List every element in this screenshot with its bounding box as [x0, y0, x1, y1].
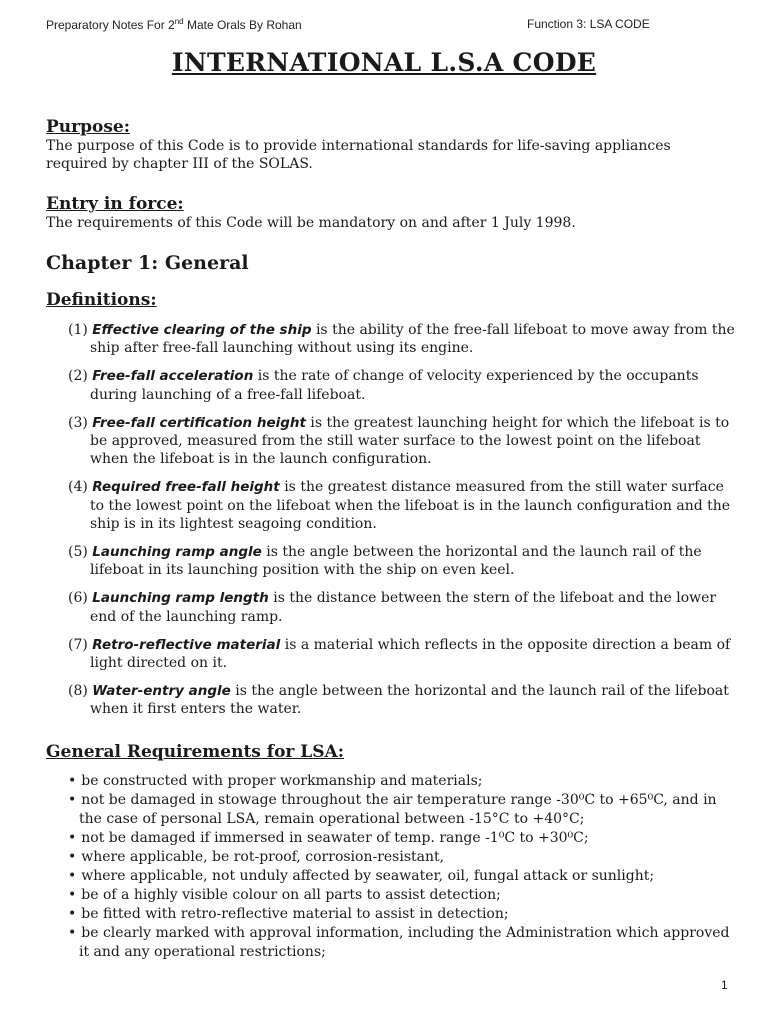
- definition-text: is the angle between the horizontal and the launch rail of the lifeboat in its launching position with the ship on even keel.: [90, 544, 702, 579]
- definition-term: Water-entry angle: [92, 683, 231, 700]
- requirement-item: • where applicable, be rot-proof, corrosion-resistant,: [68, 848, 736, 867]
- definition-term: Free-fall certification height: [92, 414, 306, 431]
- definition-number: (8): [68, 683, 93, 700]
- document-title: INTERNATIONAL L.S.A CODE: [171, 48, 597, 77]
- header-left-superscript: nd: [174, 17, 184, 26]
- purpose-text: The purpose of this Code is to provide international standards for life-saving appliances required by chapter III of the SOLAS.: [46, 138, 671, 172]
- definition-text: is the greatest distance measured from the still water surface to the lowest point on the lifeboat when the lifeboat is in the launch configuration and the ship is in its lightest seagoing condition.: [90, 479, 731, 532]
- definition-number: (5): [68, 544, 93, 561]
- definition-item: [68, 367, 736, 403]
- running-header-left: [46, 17, 302, 32]
- header-left-prefix: Preparatory Notes For 2: [46, 18, 175, 32]
- definition-text: is the angle between the horizontal and the launch rail of the lifeboat when it first enters the water.: [90, 683, 729, 718]
- definition-item: [68, 543, 736, 579]
- chapter-heading: Chapter 1: General: [46, 252, 249, 274]
- requirement-item: • be fitted with retro-reflective material to assist in detection;: [68, 905, 736, 924]
- requirement-item: • where applicable, not unduly affected by seawater, oil, fungal attack or sunlight;: [68, 867, 736, 886]
- entry-section: [46, 194, 736, 232]
- definition-number: (3): [68, 414, 93, 431]
- definition-text: is the greatest launching height for which the lifeboat is to be approved, measured from the still water surface to the lowest point on the lifeboat when the lifeboat is in the launch configuration.: [90, 414, 730, 468]
- definition-item: [68, 589, 736, 625]
- header-left-suffix: Mate Orals By Rohan: [183, 18, 302, 32]
- general-requirements-heading: General Requirements for LSA:: [46, 742, 345, 762]
- definition-item: [68, 414, 736, 469]
- definition-number: (4): [68, 479, 93, 496]
- definition-term: Free-fall acceleration: [92, 368, 254, 385]
- definition-text: is a material which reflects in the opposite direction a beam of light directed on it.: [90, 636, 731, 672]
- requirement-item: • be constructed with proper workmanship and materials;: [68, 772, 736, 791]
- definition-text: is the distance between the stern of the lifeboat and the lower end of the launching ramp.: [90, 590, 717, 625]
- purpose-section: [46, 117, 736, 173]
- requirement-item: • be clearly marked with approval information, including the Administration which approved it and any operational restrictions;: [68, 924, 736, 962]
- definition-number: (2): [68, 368, 93, 385]
- definition-term: Launching ramp angle: [92, 544, 262, 561]
- entry-heading: Entry in force:: [46, 194, 184, 214]
- definition-number: (6): [68, 590, 93, 607]
- definition-item: [68, 636, 736, 672]
- entry-text: The requirements of this Code will be mandatory on and after 1 July 1998.: [46, 215, 576, 231]
- page-number: 1: [721, 978, 728, 992]
- definition-term: Required free-fall height: [92, 479, 280, 496]
- definition-term: Effective clearing of the ship: [92, 322, 312, 338]
- requirement-item: • be of a highly visible colour on all parts to assist detection;: [68, 886, 736, 905]
- definitions-heading: Definitions:: [46, 290, 157, 310]
- definition-term: Launching ramp length: [92, 590, 269, 607]
- definition-text: is the ability of the free-fall lifeboat to move away from the ship after free-fall launching without using its engine.: [90, 322, 735, 357]
- definition-number: (7): [68, 636, 93, 653]
- general-requirements-list: [68, 772, 736, 962]
- purpose-heading: Purpose:: [46, 117, 130, 137]
- definition-item: [68, 478, 736, 533]
- definition-text: is the rate of change of velocity experienced by the occupants during launching of a free-fall lifeboat.: [90, 368, 699, 403]
- requirement-item: • not be damaged in stowage throughout the air temperature range -30⁰C to +65⁰C, and in the case of personal LSA, remain operational between -15°C to +40°C;: [68, 791, 736, 829]
- definition-number: (1): [68, 322, 93, 338]
- definition-item: [68, 321, 736, 357]
- definition-item: [68, 682, 736, 718]
- definition-term: Retro-reflective material: [92, 636, 281, 653]
- definitions-list: [68, 321, 736, 729]
- requirement-item: • not be damaged if immersed in seawater of temp. range -1⁰C to +30⁰C;: [68, 829, 736, 848]
- running-header-right: Function 3: LSA CODE: [527, 17, 650, 31]
